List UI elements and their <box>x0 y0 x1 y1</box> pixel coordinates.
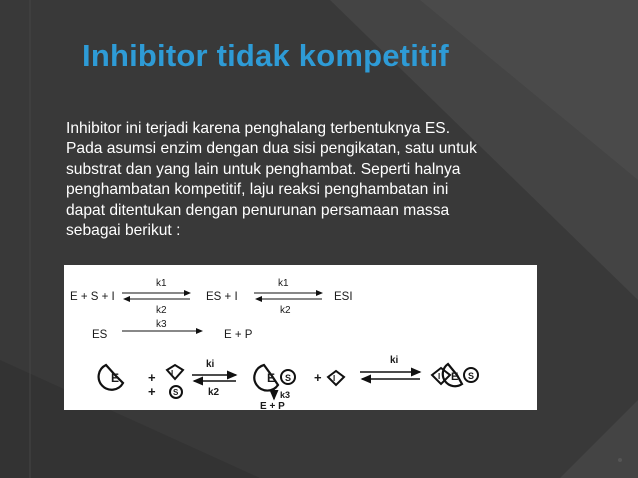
eq-row1-left: E + S + I <box>70 291 115 303</box>
body-line: penghambatan kompetitif, laju reaksi penghambatan ini <box>66 181 449 199</box>
eq-row1-k1b: k1 <box>278 278 289 289</box>
scheme-esi-inhibitor-label: I <box>438 372 441 381</box>
eq-row2-k3: k3 <box>156 319 167 330</box>
scheme-es-enzyme-label: E <box>267 371 276 385</box>
scheme-plus-1: + <box>148 370 156 385</box>
reaction-scheme <box>64 265 537 410</box>
scheme-plus-3: + <box>314 370 322 385</box>
body-line: dapat ditentukan dengan penurunan persamaan massa <box>66 201 450 219</box>
scheme-esi-substrate-label: S <box>468 371 475 381</box>
body-line: Pada asumsi enzim dengan dua sisi pengikatan, satu untuk <box>66 140 477 158</box>
scheme-enzyme-substrate <box>254 365 295 391</box>
scheme-enzyme-1 <box>99 365 123 390</box>
scheme-inhibitor-2 <box>328 371 344 385</box>
scheme-ki-label-2: ki <box>390 355 399 366</box>
scheme-ep-label: E + P <box>260 401 285 410</box>
eq-row1-k1: k1 <box>156 278 167 289</box>
body-paragraph <box>66 119 566 241</box>
background-dot <box>618 458 622 462</box>
eq-row2-right: E + P <box>224 329 253 341</box>
eq-row1-middle: ES + I <box>206 291 238 303</box>
scheme-ki-label: ki <box>206 359 215 370</box>
scheme-substrate-label: S <box>173 388 179 397</box>
scheme-substrate-1 <box>170 386 182 398</box>
scheme-k3-label: k3 <box>280 390 291 400</box>
scheme-inhibitor-label: I <box>171 369 174 378</box>
scheme-enzyme-label: E <box>111 371 120 385</box>
scheme-esi-complex <box>432 364 478 386</box>
reaction-figure <box>64 265 537 410</box>
eq-row1-k2: k2 <box>156 305 167 316</box>
slide-title: Inhibitor tidak kompetitif <box>82 38 449 73</box>
scheme-plus-2: + <box>148 384 156 399</box>
body-line: Inhibitor ini terjadi karena penghalang terbentuknya ES. <box>66 120 451 137</box>
scheme-inhibitor-1 <box>167 365 183 379</box>
body-line: substrat dan yang lain untuk penghambat. Seperti halnya <box>66 160 461 178</box>
scheme-esi-enzyme-label: E <box>451 371 459 383</box>
scheme-es-substrate-label: S <box>285 373 292 383</box>
body-line: sebagai berikut : <box>66 222 181 240</box>
eq-row2-left: ES <box>92 329 108 341</box>
scheme-inhibitor-2-label: I <box>333 374 336 383</box>
eq-row1-k2b: k2 <box>280 305 291 316</box>
scheme-k2-label: k2 <box>208 387 220 398</box>
eq-row1-right: ESI <box>334 291 353 303</box>
